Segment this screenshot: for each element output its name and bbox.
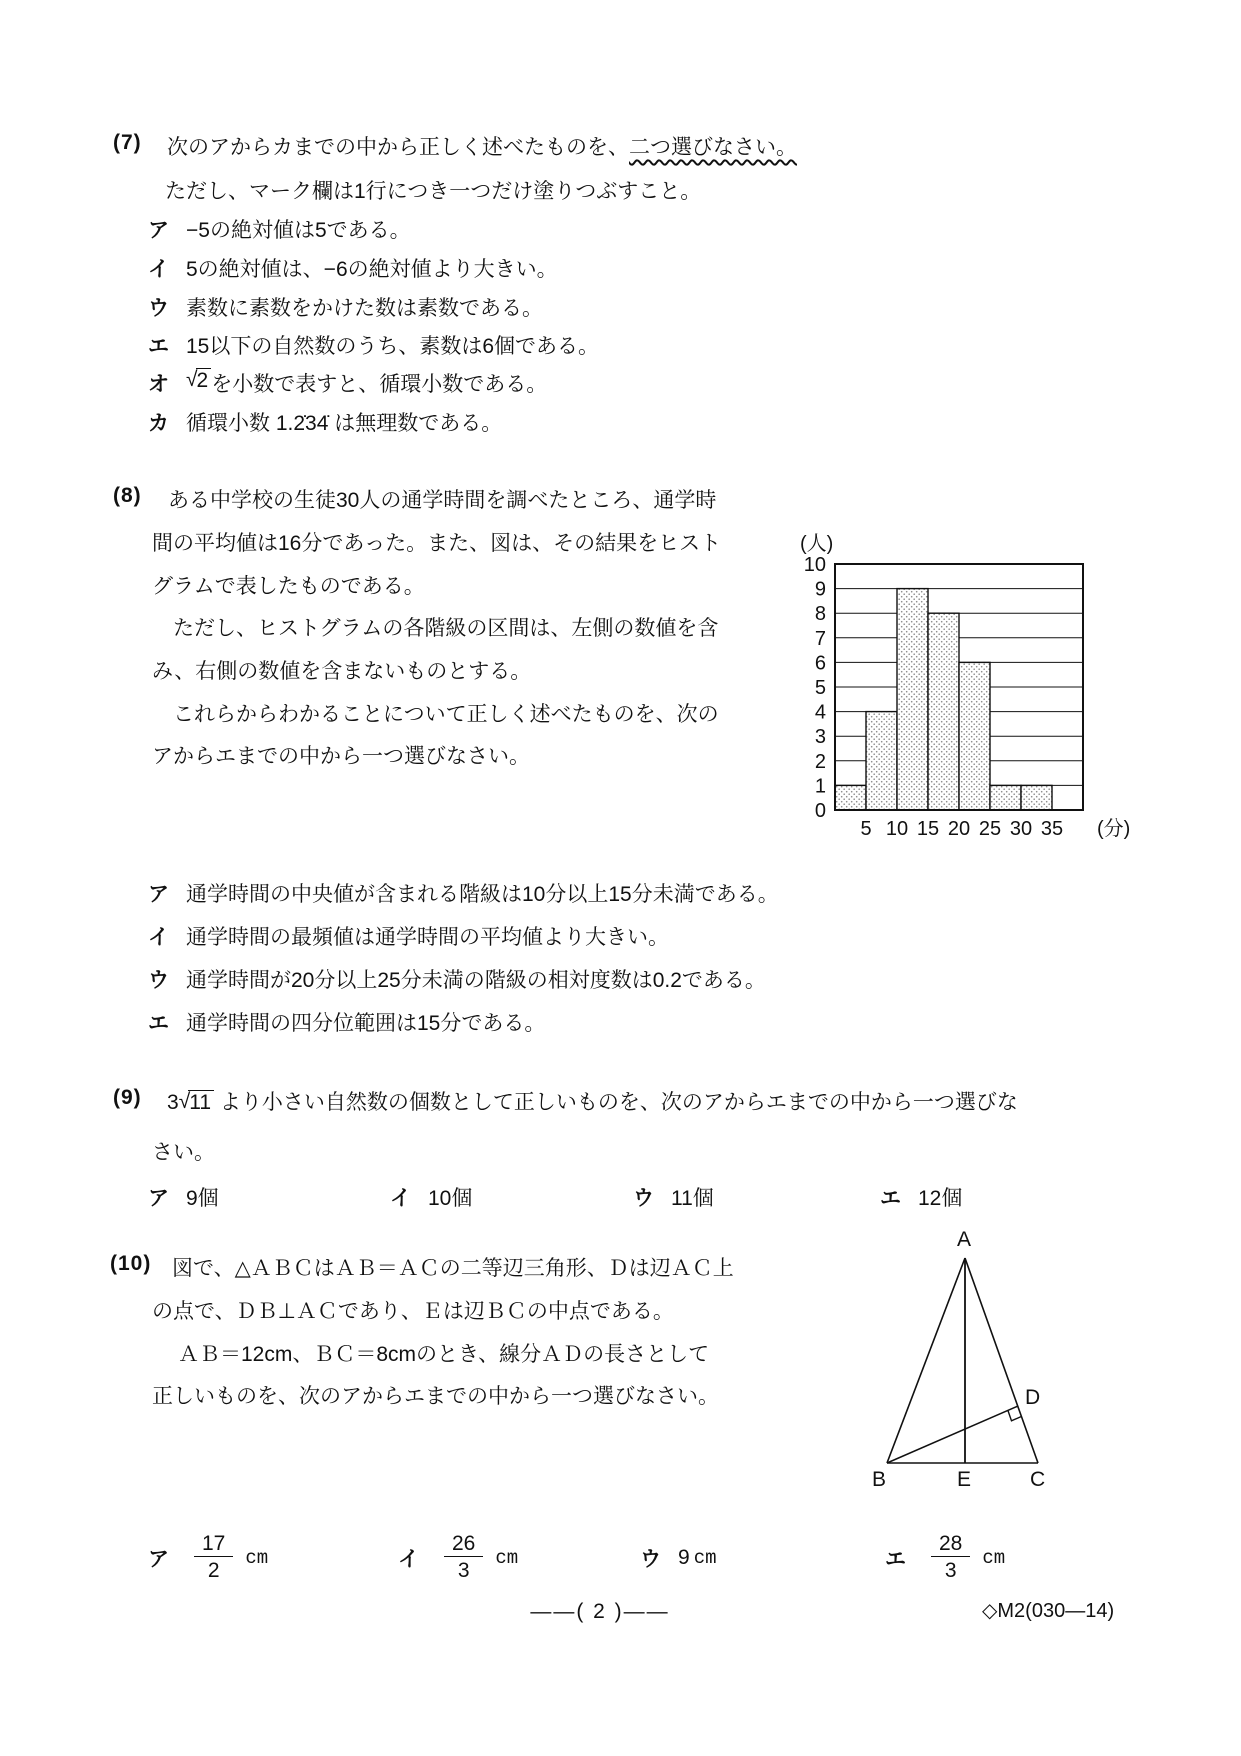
segment-bd [887, 1406, 1018, 1463]
q8-line-5: これらからわかることについて正しく述べたものを、次の [173, 703, 719, 726]
q8-option-e [148, 1007, 545, 1037]
x-tick-35: 35 [1040, 818, 1064, 840]
document-code: ◇M2(030—14) [982, 1600, 1115, 1622]
vertex-label-c: C [1030, 1468, 1046, 1491]
q7-number: (7) [113, 131, 142, 154]
q9-line-2: さい。 [152, 1141, 215, 1164]
q10-line-2: ＡＢ＝12cm、ＢＣ＝8cmのとき、線分ＡＤの長さとして [178, 1343, 710, 1366]
fraction-numerator: 28 [939, 1531, 963, 1555]
q7-note: ただし、マーク欄は1行につき一つだけ塗りつぶすこと。 [165, 180, 702, 203]
q10-option-e [885, 1522, 1005, 1594]
option-text: 12個 [918, 1187, 963, 1210]
sqrt-symbol: √ [186, 368, 198, 391]
q8-option-i [148, 921, 669, 951]
fraction-denominator: 3 [931, 1556, 970, 1584]
q8-number: (8) [113, 484, 142, 507]
q9-number: (9) [113, 1086, 142, 1109]
q7-option-i [148, 253, 558, 283]
q7-intro-underlined: 二つ選びなさい。 [629, 136, 797, 159]
histogram-bar-25-30 [990, 785, 1021, 810]
triangle-diagram [860, 1220, 1090, 1495]
option-label: ウ [633, 1187, 654, 1210]
option-label: イ [148, 258, 169, 281]
q9-option-u [633, 1182, 714, 1212]
q8-option-a [148, 878, 779, 908]
option-label: ア [148, 1187, 169, 1210]
x-tick-15: 15 [916, 818, 940, 840]
option-text: 9個 [186, 1187, 219, 1210]
option-label: ウ [148, 297, 169, 320]
q8-line-1: 間の平均値は16分であった。また、図は、その結果をヒスト [152, 532, 722, 555]
q7-intro [167, 131, 797, 161]
histogram-bar-20-25 [959, 662, 990, 810]
option-text: 11個 [671, 1187, 714, 1210]
option-value: 9 [678, 1546, 690, 1569]
vertex-label-d: D [1025, 1386, 1041, 1409]
q10-line-1: の点で、ＤＢ⊥ＡＣであり、Ｅは辺ＢＣの中点である。 [152, 1300, 674, 1323]
option-text: 素数に素数をかけた数は素数である。 [186, 297, 543, 320]
q7-option-o [148, 368, 547, 398]
option-label: ア [148, 1548, 169, 1571]
option-label: カ [148, 412, 169, 435]
y-axis-unit-label: (人) [800, 533, 834, 555]
q7-intro-pre: 次のアからカまでの中から正しく述べたものを、 [167, 136, 629, 159]
q9-coef: 3 [167, 1091, 179, 1114]
sqrt-radicand: 11 [188, 1090, 214, 1115]
fraction-numerator: 17 [202, 1531, 226, 1555]
y-tick-9: 9 [814, 578, 826, 601]
q9-option-e [880, 1182, 962, 1212]
commute-time-histogram [788, 508, 1133, 846]
q10-option-i [398, 1522, 518, 1594]
option-label: エ [148, 335, 169, 358]
unit-label: cm [982, 1547, 1006, 1569]
option-label: ア [148, 219, 169, 242]
q9-line-1 [167, 1086, 1018, 1116]
option-text: 通学時間の中央値が含まれる階級は10分以上15分未満である。 [186, 883, 779, 906]
q7-option-ka [148, 407, 502, 437]
q10-number: (10) [110, 1252, 152, 1275]
option-text: 通学時間が20分以上25分未満の階級の相対度数は0.2である。 [186, 969, 766, 992]
sqrt-expression [186, 368, 211, 393]
sqrt-symbol: √ [178, 1090, 191, 1113]
option-label: オ [148, 373, 169, 396]
x-tick-20: 20 [947, 818, 971, 840]
fraction [444, 1532, 483, 1584]
x-axis-unit-label: (分) [1097, 818, 1131, 840]
sqrt-expression [179, 1091, 214, 1114]
option-text: 通学時間の四分位範囲は15分である。 [186, 1012, 546, 1035]
option-label: イ [390, 1187, 411, 1210]
page-number: ——( 2 )—— [530, 1600, 670, 1623]
option-text: 循環小数 1.2̇34̇ は無理数である。 [186, 412, 503, 435]
q10-line-3: 正しいものを、次のアからエまでの中から一つ選びなさい。 [152, 1385, 719, 1408]
histogram-bar-30-35 [1021, 785, 1052, 810]
fraction [194, 1532, 233, 1584]
fraction-numerator: 26 [452, 1531, 476, 1555]
isosceles-triangle-figure [860, 1220, 1090, 1501]
q10-option-u [640, 1522, 717, 1594]
fraction-denominator: 2 [194, 1556, 233, 1584]
vertex-label-b: B [872, 1468, 887, 1491]
q10-line-0: 図で、△ＡＢＣはＡＢ＝ＡＣの二等辺三角形、Ｄは辺ＡＣ上 [172, 1257, 734, 1280]
x-tick-25: 25 [978, 818, 1002, 840]
option-label: イ [398, 1548, 419, 1571]
y-tick-5: 5 [814, 677, 826, 699]
x-tick-30: 30 [1009, 818, 1033, 840]
option-label: ウ [148, 969, 169, 992]
option-text: 15以下の自然数のうち、素数は6個である。 [186, 335, 600, 358]
y-tick-0: 0 [814, 800, 826, 822]
y-tick-7: 7 [814, 627, 826, 650]
vertex-label-e: E [957, 1468, 972, 1491]
side-ab [887, 1258, 965, 1463]
y-tick-1: 1 [814, 775, 826, 798]
option-label: イ [148, 926, 169, 949]
q7-option-a [148, 214, 411, 244]
q10-option-a [148, 1522, 268, 1594]
unit-label: cm [245, 1547, 269, 1569]
option-label: エ [885, 1548, 906, 1571]
q8-line-2: グラムで表したものである。 [152, 575, 425, 598]
x-tick-5: 5 [860, 818, 872, 840]
option-label: ア [148, 883, 169, 906]
q8-line-0: ある中学校の生徒30人の通学時間を調べたところ、通学時 [168, 489, 717, 512]
y-tick-4: 4 [814, 701, 826, 724]
fraction-denominator: 3 [444, 1556, 483, 1584]
x-tick-10: 10 [885, 818, 909, 840]
q7-option-e [148, 330, 599, 360]
histogram-chart [788, 508, 1133, 840]
y-tick-6: 6 [814, 652, 826, 675]
histogram-bar-10-15 [897, 589, 928, 810]
option-text: 10個 [428, 1187, 473, 1210]
fraction [931, 1532, 970, 1584]
option-label: ウ [640, 1548, 661, 1571]
y-tick-8: 8 [814, 603, 826, 626]
side-ac [965, 1258, 1041, 1463]
q9-option-a [148, 1182, 219, 1212]
y-tick-3: 3 [814, 726, 826, 749]
q8-line-4: み、右側の数値を含まないものとする。 [152, 660, 532, 683]
q8-line-3: ただし、ヒストグラムの各階級の区間は、左側の数値を含 [173, 617, 719, 640]
histogram-bar-5-10 [866, 712, 897, 810]
sqrt-radicand: 2 [196, 368, 212, 393]
option-label: エ [880, 1187, 901, 1210]
histogram-bar-0-5 [835, 785, 866, 810]
vertex-label-a: A [957, 1228, 972, 1251]
q9-option-i [390, 1182, 472, 1212]
q8-option-u [148, 964, 766, 994]
y-tick-10: 10 [803, 554, 826, 576]
unit-label: cm [693, 1547, 717, 1569]
q9-text: より小さい自然数の個数として正しいものを、次のアからエまでの中から一つ選びな [214, 1091, 1018, 1114]
unit-label: cm [495, 1547, 519, 1569]
option-text: −5の絶対値は5である。 [186, 219, 411, 242]
option-text: を小数で表すと、循環小数である。 [211, 373, 548, 396]
q7-option-u [148, 292, 543, 322]
y-tick-2: 2 [814, 750, 826, 773]
q8-line-6: アからエまでの中から一つ選びなさい。 [152, 745, 530, 768]
histogram-bar-15-20 [928, 613, 959, 810]
option-text: 5の絶対値は、−6の絶対値より大きい。 [186, 258, 558, 281]
option-label: エ [148, 1012, 169, 1035]
option-text: 通学時間の最頻値は通学時間の平均値より大きい。 [186, 926, 669, 949]
